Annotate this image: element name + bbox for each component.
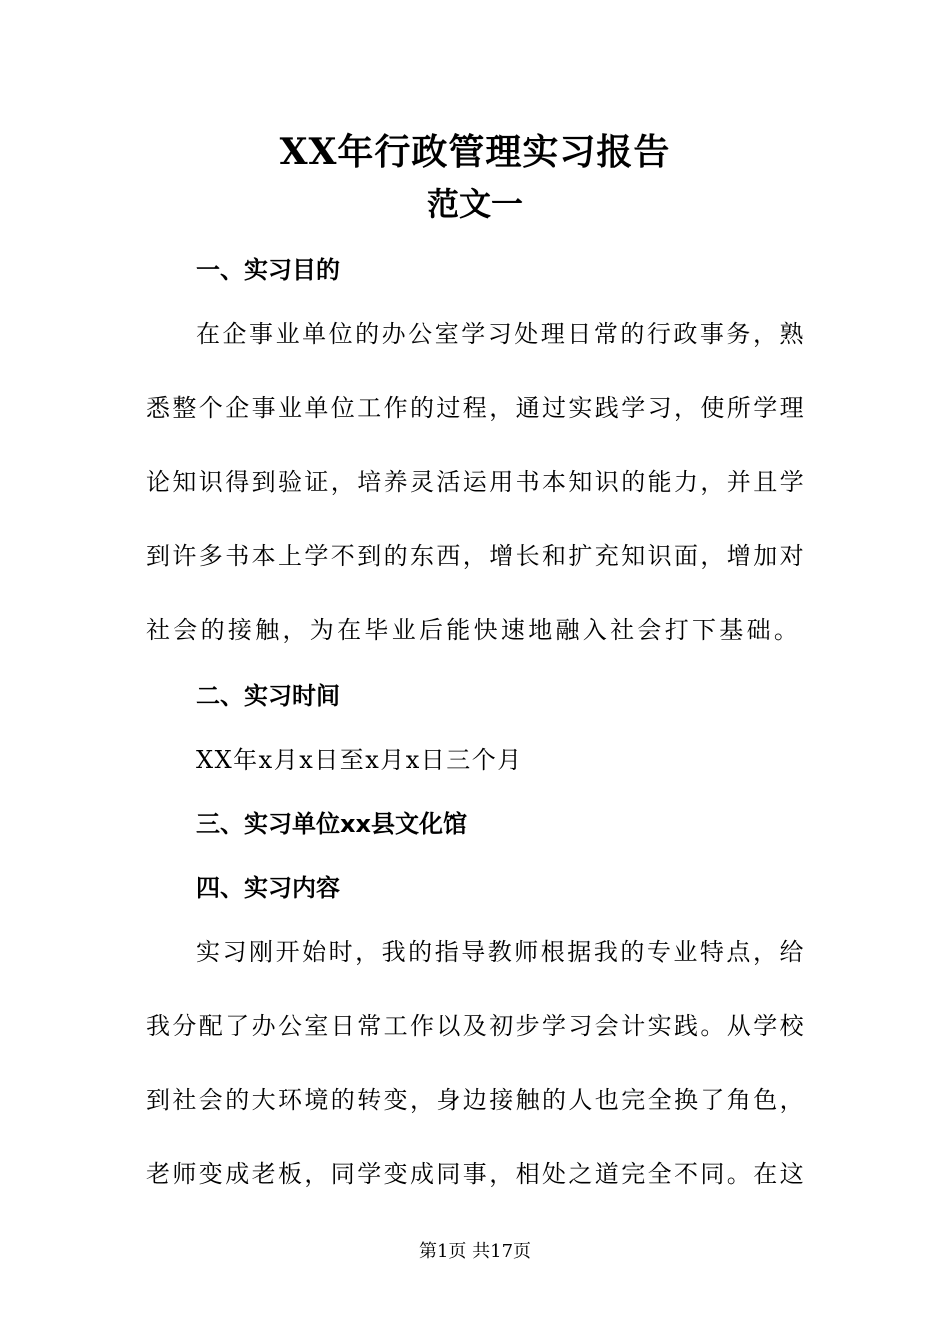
document-title: XX年行政管理实习报告 (279, 131, 671, 173)
document-subtitle: 范文一 (426, 185, 523, 223)
paragraph-line: XX年x月x日至x月x日三个月 (196, 746, 523, 774)
section-heading-content: 四、实习内容 (196, 874, 340, 902)
section-heading-purpose: 一、实习目的 (196, 256, 340, 284)
paragraph-line: 论知识得到验证，培养灵活运用书本知识的能力，并且学 (146, 468, 806, 496)
paragraph-line: 实习刚开始时，我的指导教师根据我的专业特点，给 (196, 938, 806, 966)
paragraph-line: 老师变成老板，同学变成同事，相处之道完全不同。在这 (146, 1160, 806, 1188)
page-footer: 第1页 共17页 (418, 1241, 532, 1262)
section-heading-time: 二、实习时间 (196, 682, 340, 710)
paragraph-line: 到许多书本上学不到的东西，增长和扩充知识面，增加对 (146, 542, 806, 570)
section-heading-unit: 三、实习单位xx县文化馆 (196, 810, 467, 838)
paragraph-line: 到社会的大环境的转变，身边接触的人也完全换了角色， (146, 1086, 806, 1114)
paragraph-line: 悉整个企事业单位工作的过程，通过实践学习，使所学理 (146, 394, 806, 422)
paragraph-line: 社会的接触，为在毕业后能快速地融入社会打下基础。 (146, 616, 802, 644)
paragraph-line: 我分配了办公室日常工作以及初步学习会计实践。从学校 (146, 1012, 806, 1040)
paragraph-line: 在企事业单位的办公室学习处理日常的行政事务，熟 (196, 320, 806, 348)
